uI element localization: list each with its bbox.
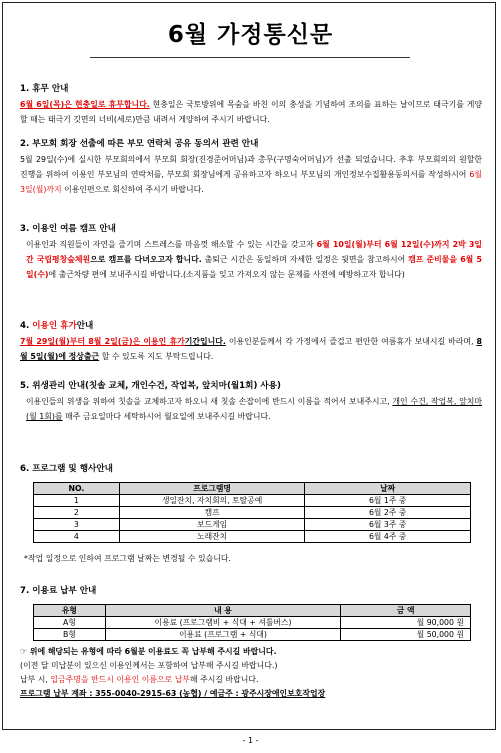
fee-notice: ☞ 위에 해당되는 유형에 따라 6월분 이용료도 꼭 납부해 주시길 바랍니다. — [20, 647, 277, 656]
table-cell: 6월 1주 중 — [305, 495, 471, 507]
table-row — [34, 531, 471, 543]
section-programs — [20, 462, 482, 566]
section-holiday — [20, 82, 482, 127]
table-header-row — [34, 483, 471, 495]
table-row — [34, 617, 471, 629]
table-cell: 보드게임 — [119, 519, 305, 531]
table-cell: 월 50,000 원 — [341, 629, 471, 641]
section-heading: 5. 위생관리 안내(칫솔 교체, 개인수건, 작업복, 앞치마(월1회) 사용) — [20, 381, 281, 391]
column-header: 유형 — [34, 605, 106, 617]
council-text: 5월 29일(수)에 실시한 부모회의에서 부모회 회장(진경준어머님)과 총무(구명숙어머님)가 선출 되었습니다. 추후 부모회의의 원할한 진행을 위하여 이용인 부모님의 연락처를, 부모회 회장님에게 공유하고자 하오니 부모님의 개인정보수집활용동의서를 작성하시어 — [20, 155, 482, 179]
page-title: 6월 가정통신문 — [167, 22, 334, 48]
page-number: - 1 - — [242, 736, 259, 745]
camp-text: 이용인과 직원들이 자연을 즐기며 스트레스를 마음껏 해소할 수 있는 시간을 갖고자 — [26, 240, 317, 249]
table-row — [34, 507, 471, 519]
section-parents-council — [20, 137, 482, 197]
section-body — [20, 334, 482, 364]
section-heading: 6. 프로그램 및 행사안내 — [20, 464, 113, 474]
hygiene-items: 개인 수건, 작업복, 앞치마(월 1회)를 — [26, 397, 483, 421]
section-vacation — [20, 319, 482, 364]
table-cell: A형 — [34, 617, 106, 629]
table-cell: 6월 2주 중 — [305, 507, 471, 519]
table-cell: 3 — [34, 519, 120, 531]
table-cell: 노래잔치 — [119, 531, 305, 543]
table-row — [34, 495, 471, 507]
table-cell: B형 — [34, 629, 106, 641]
table-cell: 생일잔치, 자치회의, 토탈공예 — [119, 495, 305, 507]
bank-account: 프로그램 납부 계좌 : 355-0040-2915-63 (농협) / 예금주 : 광주시장애인보호작업장 — [20, 689, 326, 698]
section-body — [20, 152, 482, 197]
section-hygiene — [20, 379, 482, 424]
table-cell: 6월 4주 중 — [305, 531, 471, 543]
program-table — [33, 482, 471, 543]
vacation-period-b: 기간입니다. — [184, 337, 226, 346]
vacation-period: 7월 29일(월)부터 8월 2일(금)은 이용인 휴가 — [20, 337, 185, 346]
table-row — [34, 519, 471, 531]
hygiene-text: 이용인들의 위생을 위하여 칫솔을 교체하고자 하오니 새 칫솔 손잡이에 반드시 이름을 적어서 보내주시고, — [26, 397, 393, 406]
table-cell: 2 — [34, 507, 120, 519]
heading-suffix: 안내 — [76, 321, 94, 331]
table-cell: 이용료 (프로그램비 + 식대 + 셔틀버스) — [105, 617, 340, 629]
fee-table — [33, 604, 471, 641]
heading-number: 4. — [20, 321, 33, 331]
holiday-date: 6월 6일(목)은 현충일로 휴무합니다. — [20, 100, 150, 109]
camp-text-b: 으로 캠프를 다녀오고자 합니다. — [90, 255, 202, 264]
vacation-text-b: 할 수 있도록 지도 부탁드립니다. — [99, 352, 214, 361]
camp-period: 6월 10일(월)부터 6월 12일(수)까지 2박 3일 간 국립평창숲체원 — [26, 240, 482, 264]
column-header: 내 용 — [105, 605, 340, 617]
payer-name-note — [20, 673, 482, 687]
holiday-text: 현충일은 국토방위에 목숨을 바친 이의 충성을 기념하여 조의를 표하는 날이므로 태극기를 게양할 때는 태극기 깃면의 너비(세로)만큼 내려서 게양하여 주시기 바랍니다. — [20, 100, 482, 124]
section-body — [20, 97, 482, 127]
table-row — [34, 629, 471, 641]
return-date: 8월 5일(월)에 정상출근 — [20, 337, 482, 361]
program-note: *작업 일정으로 인하여 프로그램 날짜는 변경될 수 있습니다. — [24, 554, 231, 563]
table-cell: 1 — [34, 495, 120, 507]
title-underline — [90, 57, 410, 58]
section-heading: 7. 이용료 납부 안내 — [20, 586, 97, 596]
column-header: NO. — [34, 483, 120, 495]
table-cell: 월 90,000 원 — [341, 617, 471, 629]
camp-text-d: 에 출근차량 편에 보내주시길 바랍니다.(소지품을 잊고 가져오지 않는 문제를 사전에 예방하고자 합니다) — [48, 270, 405, 279]
section-fees — [20, 584, 482, 701]
section-heading: 2. 부모회 회장 선출에 따른 부모 연락처 공유 동의서 관련 안내 — [20, 139, 259, 149]
payer-note-b: 해 주시길 바랍니다. — [190, 675, 259, 684]
heading-vacation: 이용인 휴가 — [32, 321, 77, 331]
section-heading: 3. 이용인 여름 캠프 안내 — [20, 224, 116, 234]
table-cell: 4 — [34, 531, 120, 543]
fee-arrears-note: (이전 달 미납분이 있으신 이용인께서는 포함하여 납부해 주시길 바랍니다.) — [20, 661, 278, 670]
hygiene-text-b: 매주 금요일마다 세탁하시어 월요일에 보내주시길 바랍니다. — [62, 412, 271, 421]
payer-note-red: 입금주명을 반드시 이용인 이름으로 납부 — [50, 675, 191, 684]
vacation-text: 이용인분들께서 각 가정에서 즐겁고 편안한 여름휴가 보내시길 바라며, — [225, 337, 477, 346]
column-header: 날짜 — [305, 483, 471, 495]
payer-note-a: 납부 시, — [20, 675, 51, 684]
table-cell: 이용료 (프로그램 + 식대) — [105, 629, 340, 641]
camp-supplies-date: 캠프 준비물을 6월 5일(수) — [26, 255, 482, 279]
reply-deadline: 6월 3일(월)까지 — [20, 170, 482, 194]
column-header: 금 액 — [341, 605, 471, 617]
section-body — [20, 237, 482, 282]
column-header: 프로그램명 — [119, 483, 305, 495]
council-text-end: 이용인편으로 회신하여 주시기 바랍니다. — [61, 185, 204, 194]
section-summer-camp — [20, 222, 482, 282]
table-header-row — [34, 605, 471, 617]
table-cell: 캠프 — [119, 507, 305, 519]
section-heading: 1. 휴무 안내 — [20, 84, 69, 94]
section-heading — [20, 319, 482, 331]
section-body — [20, 394, 482, 424]
camp-text-c: 출퇴근 시간은 동일하며 자세한 일정은 뒷면을 참고하시어 — [201, 255, 409, 264]
table-cell: 6월 3주 중 — [305, 519, 471, 531]
